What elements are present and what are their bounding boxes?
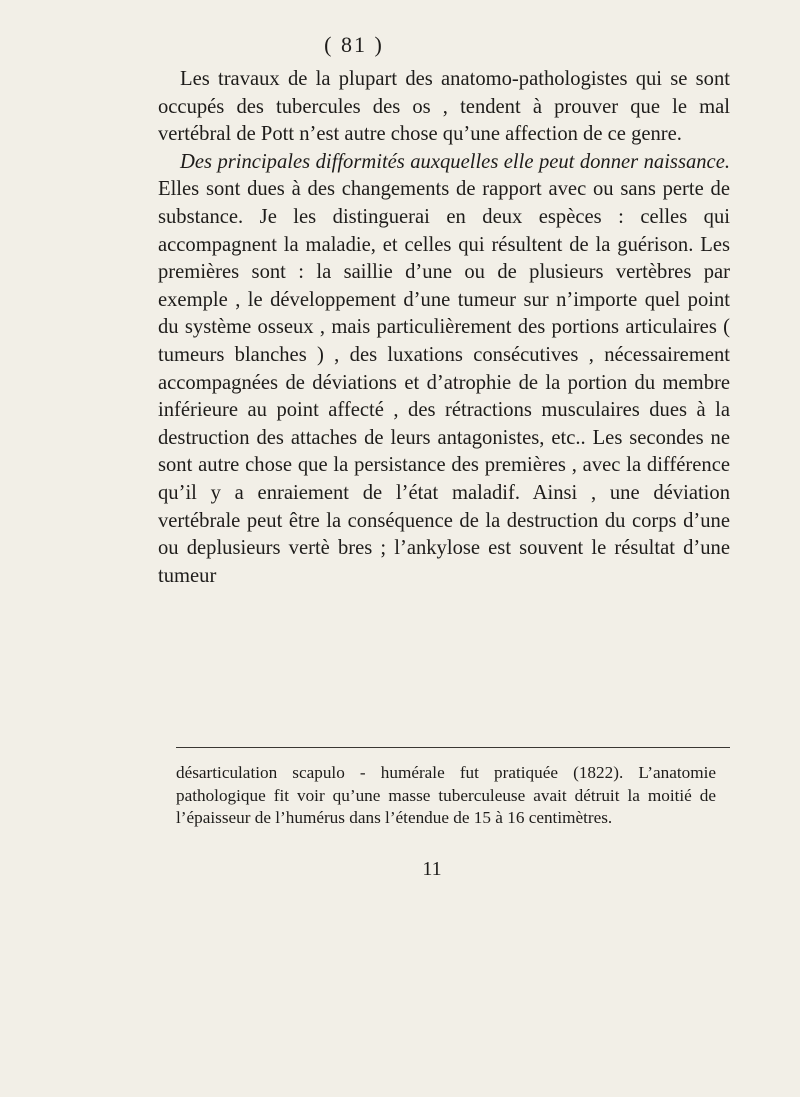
paragraph-2-text: Elles sont dues à des changements de rapport avec ou sans perte de substance. Je les distinguerai en deux espèces : celles qui accompagnent la maladie, et celles qui résultent de la guérison. Les premières sont : la saillie d’une ou de plusieurs vertèbres par exemple , le développement d’une tumeur sur n’importe quel point du système osseux , mais particulièrement des portions articulaires ( tumeurs blanches ) , des luxations consécutives , nécessairement accompagnées de déviations et d’atrophie de la portion du membre inférieure au point affecté , des rétractions musculaires dues à la destruction des attaches de leurs antagonistes, etc.. Les secondes ne sont autre chose que la persistance des premières , avec la différence qu’il y a enraiement de l’état maladif. Ainsi , une déviation vertébrale peut être la conséquence de la destruction du corps d’une ou deplusieurs vertè bres ; l’ankylose est souvent le résultat d’une tumeur	[158, 178, 730, 587]
signature-mark: 11	[422, 858, 442, 880]
paragraph-1: Les travaux de la plupart des anatomo-pathologistes qui se sont occupés des tubercules des os , tendent à prouver que le mal vertébral de Pott n’est autre chose qu’une affection de ce genre.	[158, 68, 730, 146]
footnote-separator-rule	[176, 747, 730, 748]
page-number: ( 81 )	[324, 32, 384, 57]
paragraph-2	[158, 149, 730, 591]
section-heading-italic: Des principales difformités auxquelles elle peut donner naissance.	[180, 150, 730, 173]
footnote: désarticulation scapulo - humérale fut pratiquée (1822). L’anatomie pathologique fit voir qu’une masse tuberculeuse avait détruit la moitié de l’épaisseur de l’humérus dans l’étendue de 15 à 16 centimètres.	[176, 763, 716, 827]
main-text	[158, 66, 730, 590]
